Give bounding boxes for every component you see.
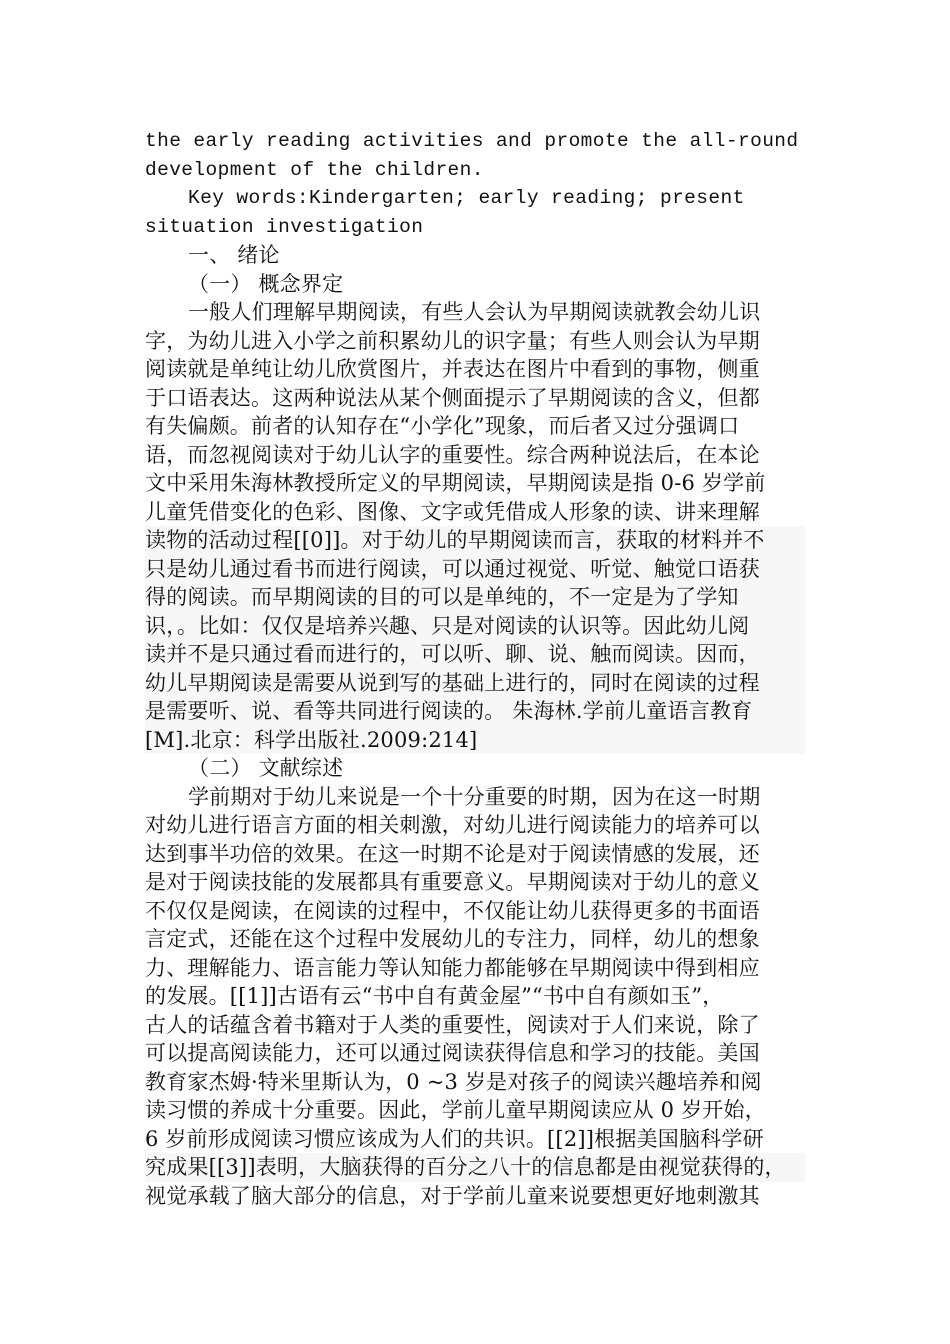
text-line: 幼儿早期阅读是需要从说到写的基础上进行的，同时在阅读的过程 bbox=[145, 669, 805, 698]
text-line: 有失偏颇。前者的认知存在“小学化”现象，而后者又过分强调口 bbox=[145, 414, 740, 438]
text-line: [M].北京：科学出版社.2009:214] bbox=[145, 726, 805, 755]
text-line: （一） 概念界定 bbox=[188, 271, 344, 296]
text-line: 于口语表达。这两种说法从某个侧面提示了早期阅读的含义，但都 bbox=[145, 385, 760, 410]
text-line: 一般人们理解早期阅读，有些人会认为早期阅读就教会幼儿识 bbox=[188, 300, 761, 324]
text-line: 是需要听、说、看等共同进行阅读的。 朱海林.学前儿童语言教育 bbox=[145, 697, 805, 726]
text-line: development of the children. bbox=[145, 158, 484, 181]
text-line: 的发展。[[1]]古语有云“书中自有黄金屋”“书中自有颜如玉”， bbox=[145, 984, 724, 1008]
text-line: 对幼儿进行语言方面的相关刺激，对幼儿进行阅读能力的培养可以 bbox=[145, 813, 760, 837]
text-line: 只是幼儿通过看书而进行阅读，可以通过视觉、听觉、触觉口语获 bbox=[145, 555, 805, 584]
document-body bbox=[145, 127, 805, 1210]
text-line: 儿童凭借变化的色彩、图像、文字或凭借成人形象的读、讲来理解 bbox=[145, 499, 760, 524]
text-line: 文中采用朱海林教授所定义的早期阅读，早期阅读是指 0-6 岁学前 bbox=[145, 471, 766, 495]
text-line: （二） 文献综述 bbox=[188, 756, 344, 780]
text-line: 古人的话蕴含着书籍对于人类的重要性，阅读对于人们来说，除了 bbox=[145, 1012, 760, 1037]
text-line: Key words:Kindergarten; early reading; present bbox=[188, 187, 745, 209]
text-line: 得的阅读。而早期阅读的目的可以是单纯的，不一定是为了学知 bbox=[145, 583, 805, 612]
text-line: situation investigation bbox=[145, 215, 424, 238]
text-line: 视觉承载了脑大部分的信息，对于学前儿童来说要想更好地刺激其 bbox=[145, 1183, 760, 1208]
text-line: 读物的活动过程[[0]]。对于幼儿的早期阅读而言，获取的材料并不 bbox=[145, 526, 805, 555]
text-line: 字，为幼儿进入小学之前积累幼儿的识字量；有些人则会认为早期 bbox=[145, 328, 760, 353]
text-line: 教育家杰姆·特米里斯认为，0 ~3 岁是对孩子的阅读兴趣培养和阅 bbox=[145, 1069, 762, 1094]
text-line: 阅读就是单纯让幼儿欣赏图片，并表达在图片中看到的事物，侧重 bbox=[145, 357, 760, 381]
text-line: 语，而忽视阅读对于幼儿认字的重要性。综合两种说法后，在本论 bbox=[145, 442, 760, 467]
text-line: the early reading activities and promote the all-round bbox=[145, 130, 799, 152]
text-line: 是对于阅读技能的发展都具有重要意义。早期阅读对于幼儿的意义 bbox=[145, 870, 760, 894]
text-line: 言定式，还能在这个过程中发展幼儿的专注力，同样，幼儿的想象 bbox=[145, 927, 760, 951]
text-line: 识，。比如：仅仅是培养兴趣、只是对阅读的认识等。因此幼儿阅 bbox=[145, 612, 805, 641]
text-line: 学前期对于幼儿来说是一个十分重要的时期，因为在这一时期 bbox=[188, 784, 761, 809]
text-line: 6 岁前形成阅读习惯应该成为人们的共识。[[2]]根据美国脑科学研 bbox=[145, 1126, 764, 1151]
text-line: 力、理解能力、语言能力等认知能力都能够在早期阅读中得到相应 bbox=[145, 955, 760, 980]
text-line: 达到事半功倍的效果。在这一时期不论是对于阅读情感的发展，还 bbox=[145, 841, 760, 866]
text-line: 究成果[[3]]表明，大脑获得的百分之八十的信息都是由视觉获得的， bbox=[145, 1153, 805, 1182]
text-line: 读并不是只通过看而进行的，可以听、聊、说、触而阅读。因而， bbox=[145, 640, 805, 669]
text-line: 不仅仅是阅读，在阅读的过程中，不仅能让幼儿获得更多的书面语 bbox=[145, 898, 760, 923]
text-line: 一、 绪论 bbox=[188, 243, 280, 267]
text-line: 可以提高阅读能力，还可以通过阅读获得信息和学习的技能。美国 bbox=[145, 1041, 760, 1065]
text-line: 读习惯的养成十分重要。因此，学前儿童早期阅读应从 0 岁开始， bbox=[145, 1098, 766, 1122]
